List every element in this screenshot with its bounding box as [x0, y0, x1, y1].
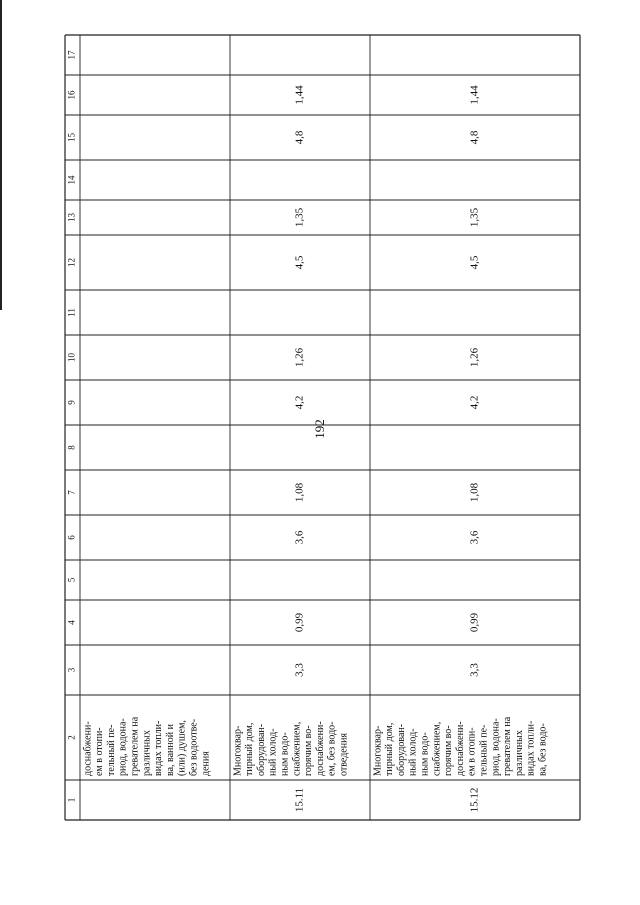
- row-description-line: различных: [513, 730, 525, 776]
- row-description-line: ный холод-: [267, 728, 279, 776]
- row-description-line: ва, ванной и: [164, 724, 176, 776]
- row-description-line: дения: [200, 751, 212, 776]
- row-value: 0,99: [468, 612, 481, 633]
- row-value: 1,08: [468, 482, 481, 503]
- row-description-line: гревателем на: [129, 716, 141, 776]
- header-col-number: 4: [66, 620, 77, 625]
- header-col-number: 16: [66, 90, 77, 100]
- header-col-number: 17: [66, 50, 77, 60]
- header-col-number: 12: [66, 258, 77, 267]
- row-description-line: ва, без водо-: [537, 723, 549, 776]
- row-value: 3,6: [468, 530, 481, 545]
- row-description-line: горячим во-: [443, 725, 455, 776]
- row-description-line: ем, без водо-: [326, 721, 338, 776]
- row-value: 1,35: [293, 207, 306, 228]
- row-description-line: видах топли-: [525, 720, 537, 776]
- row-description-line: Многоквар-: [372, 725, 384, 776]
- header-col-number: 9: [66, 400, 77, 405]
- table-labels: [67, 50, 549, 812]
- header-col-number: 15: [66, 133, 77, 142]
- row-description-line: доснабжени-: [314, 721, 326, 776]
- row-description-line: гревателем на: [502, 716, 514, 776]
- row-description-line: риод, водона-: [117, 718, 129, 776]
- row-value: 4,8: [468, 130, 481, 145]
- table-grid: [65, 35, 580, 820]
- row-value: 4,5: [293, 255, 306, 270]
- row-value: 4,2: [468, 395, 481, 410]
- row-value: 4,5: [468, 255, 481, 270]
- header-col-number: 8: [66, 445, 77, 450]
- header-col-number: 3: [66, 667, 77, 673]
- row-description-line: ем в отопи-: [94, 727, 106, 776]
- header-col-number: 13: [66, 213, 77, 222]
- row-value: 4,8: [293, 130, 306, 145]
- header-col-number: 1: [66, 797, 77, 803]
- row-description-line: ный холод-: [407, 728, 419, 776]
- header-col-number: 2: [66, 735, 77, 740]
- row-description-line: (или) душем,: [176, 720, 188, 776]
- row-description-line: риод, водона-: [490, 718, 502, 776]
- row-description-line: видах топли-: [153, 720, 165, 776]
- row-description-line: тельный пе-: [105, 724, 117, 776]
- row-description-line: ным водо-: [419, 732, 431, 776]
- row-value: 1,35: [468, 207, 481, 228]
- row-value: 1,26: [293, 347, 306, 368]
- header-col-number: 11: [66, 308, 77, 317]
- row-value: 1,08: [293, 482, 306, 503]
- header-col-number: 5: [66, 577, 77, 583]
- row-value: 1,44: [468, 85, 481, 105]
- row-value: 3,6: [293, 530, 306, 545]
- row-value: 0,99: [293, 612, 306, 633]
- row-description-line: оборудован-: [395, 723, 407, 776]
- row-description-line: горячим во-: [303, 725, 315, 776]
- row-description-line: тирный дом,: [244, 722, 256, 776]
- row-description-line: отведения: [338, 732, 350, 776]
- page-number: 192: [312, 419, 327, 439]
- row-id: 15.12: [468, 787, 481, 813]
- row-description-line: тельный пе-: [478, 724, 490, 776]
- row-value: 1,26: [468, 347, 481, 368]
- row-value: 3,3: [468, 663, 481, 677]
- row-value: 1,44: [293, 85, 306, 105]
- row-description-line: ным водо-: [279, 732, 291, 776]
- row-description-line: оборудован-: [255, 723, 267, 776]
- row-description-line: тирный дом,: [384, 722, 396, 776]
- row-description-line: доснабжени-: [454, 721, 466, 776]
- header-col-number: 14: [66, 175, 77, 185]
- header-col-number: 6: [66, 535, 77, 540]
- row-description-line: Многоквар-: [232, 725, 244, 776]
- header-col-number: 10: [66, 353, 77, 362]
- row-description-line: различных: [141, 730, 153, 776]
- row-description-line: без водоотве-: [188, 718, 200, 776]
- row-value: 4,2: [293, 395, 306, 410]
- row-description-line: ем в отопи-: [466, 727, 478, 776]
- row-description-line: снабжением,: [291, 721, 303, 776]
- row-description-line: доснабжени-: [82, 721, 94, 776]
- row-value: 3,3: [293, 663, 306, 677]
- row-id: 15.11: [293, 787, 306, 813]
- header-col-number: 7: [66, 490, 77, 495]
- row-description-line: снабжением,: [431, 721, 443, 776]
